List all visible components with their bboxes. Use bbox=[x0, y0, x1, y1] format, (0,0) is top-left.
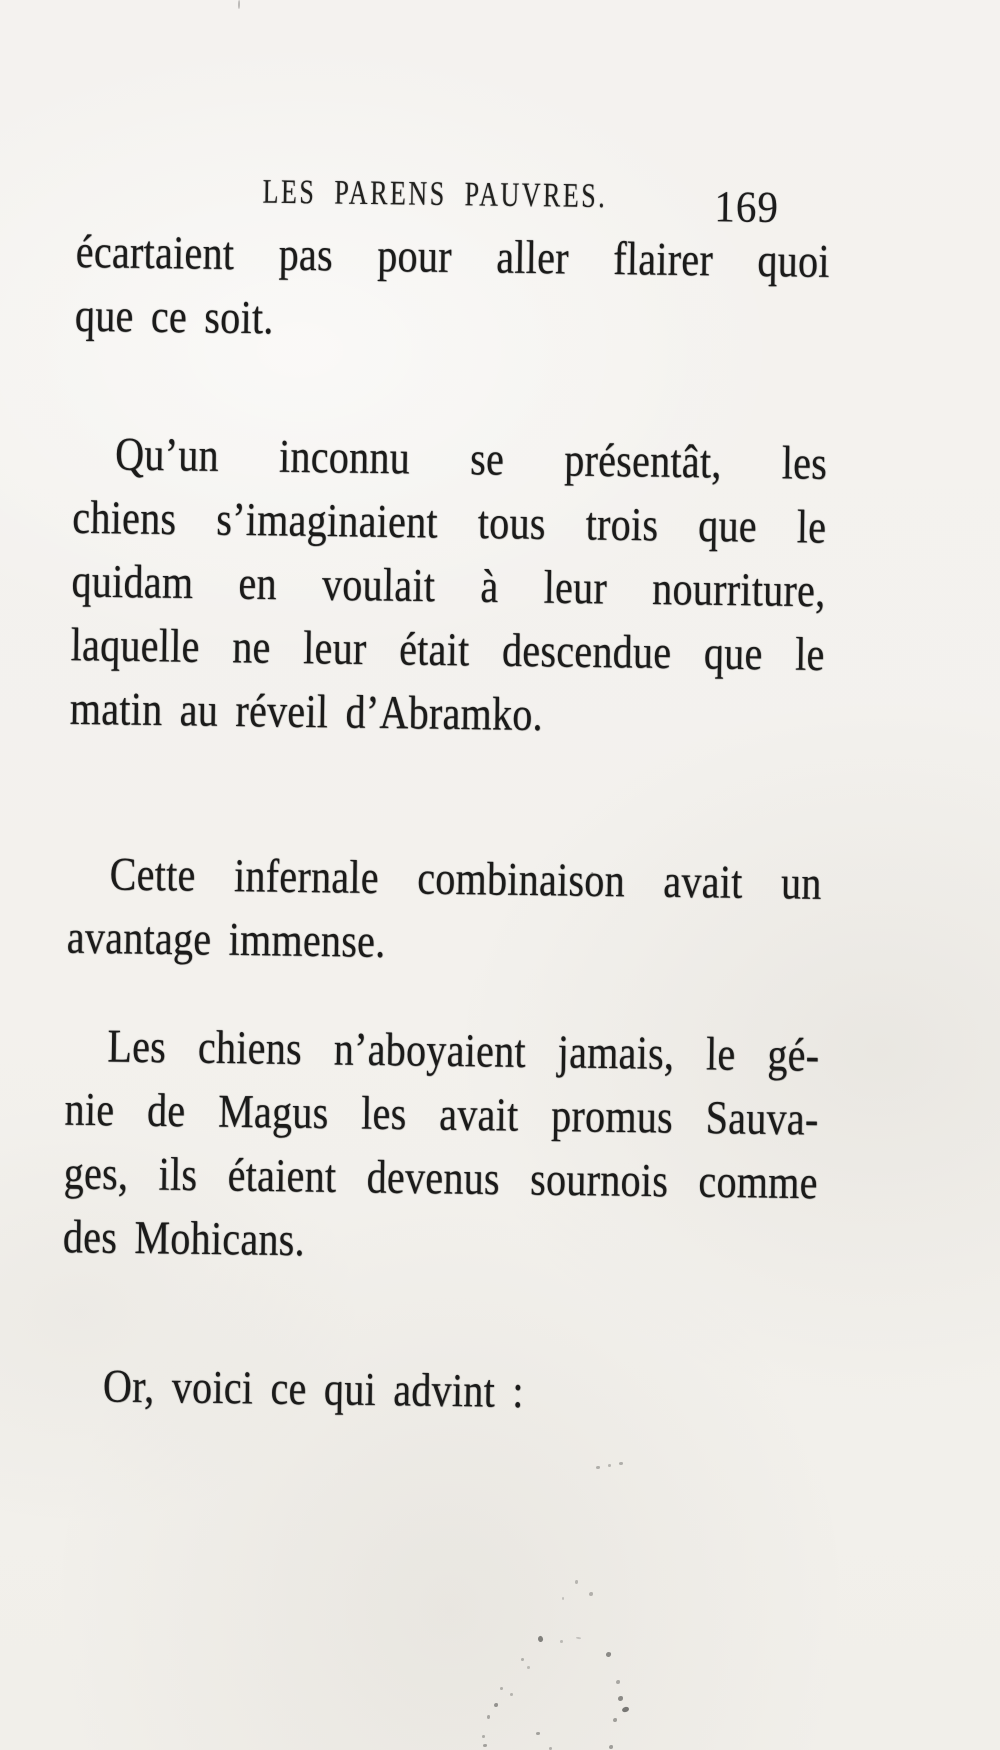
text-line: que ce soit. bbox=[74, 288, 275, 344]
scan-speck bbox=[536, 1732, 540, 1735]
scan-speck bbox=[613, 1718, 617, 1722]
scan-speck bbox=[589, 1592, 593, 1596]
text-line: laquelle ne leur était descendue que le bbox=[70, 617, 825, 681]
text-line: des Mohicans. bbox=[62, 1209, 306, 1266]
scan-speck bbox=[596, 1466, 600, 1469]
scan-speck bbox=[560, 1640, 563, 1643]
text-line: nie de Magus les avait promus Sauva- bbox=[64, 1082, 819, 1146]
scan-speck bbox=[500, 1687, 503, 1690]
scan-speck bbox=[527, 1666, 530, 1669]
text-line: chiens s’imaginaient tous trois que le bbox=[72, 490, 827, 554]
scan-speck bbox=[487, 1715, 490, 1719]
text-line: matin au réveil d’Abramko. bbox=[69, 681, 544, 741]
scan-speck bbox=[482, 1735, 485, 1738]
text-line: Or, voici ce qui advint : bbox=[102, 1358, 525, 1418]
text-line: ges, ils étaient devenus sournois comme bbox=[63, 1145, 819, 1209]
scan-speck bbox=[483, 1744, 487, 1747]
paragraph bbox=[63, 1014, 820, 1279]
text-line: Les chiens n’aboyaient jamais, le gé- bbox=[107, 1019, 820, 1082]
text-line: Cette infernale combinaison avait un bbox=[109, 847, 822, 910]
scan-speck bbox=[521, 1658, 524, 1661]
scan-speck bbox=[619, 1462, 623, 1465]
paragraph bbox=[66, 842, 822, 979]
page-number: 169 bbox=[714, 181, 780, 232]
paragraph bbox=[61, 1354, 816, 1428]
text-line: écartaient pas pour aller flairer quoi bbox=[75, 224, 831, 288]
scan-speck bbox=[618, 1696, 623, 1701]
scan-speck bbox=[238, 0, 240, 9]
header-title: LES PARENS PAUVRES. bbox=[262, 172, 608, 216]
scan-speck bbox=[608, 1464, 611, 1467]
running-header bbox=[3, 0, 1000, 232]
paragraph bbox=[75, 220, 831, 357]
scan-speck bbox=[616, 1680, 620, 1684]
scan-speck bbox=[609, 1745, 613, 1749]
text-line: avantage immense. bbox=[66, 910, 386, 968]
scan-speck bbox=[562, 1597, 564, 1600]
scan-speck bbox=[494, 1703, 498, 1707]
scan-speck bbox=[510, 1693, 513, 1696]
scan-speck bbox=[575, 1580, 578, 1584]
paragraph bbox=[69, 422, 827, 750]
text-line: quidam en voulait à leur nourriture, bbox=[71, 553, 826, 617]
text-line: Qu’un inconnu se présentât, les bbox=[114, 427, 828, 490]
